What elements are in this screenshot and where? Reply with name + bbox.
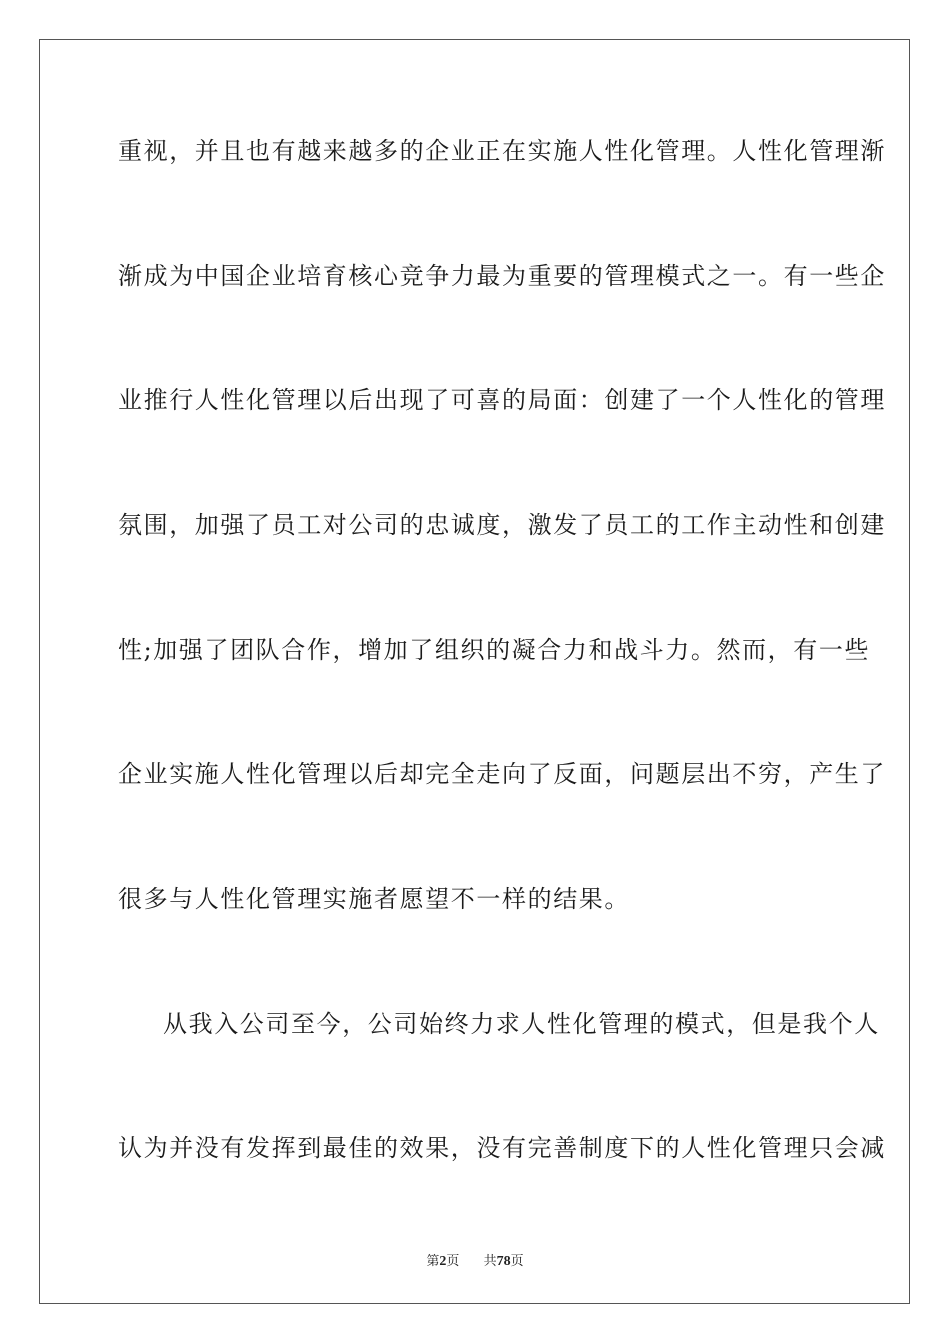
text-line: 重视，并且也有越来越多的企业正在实施人性化管理。人性化管理渐 [118,137,886,165]
total-suffix: 页 [510,1254,524,1269]
text-line: 业推行人性化管理以后出现了可喜的局面：创建了一个人性化的管理 [118,386,886,414]
text-line: 企业实施人性化管理以后却完全走向了反面，问题层出不穷，产生了 [118,760,886,788]
text-line: 很多与人性化管理实施者愿望不一样的结果。 [118,885,630,913]
text-line: 氛围，加强了员工对公司的忠诚度，激发了员工的工作主动性和创建 [118,511,886,539]
page-suffix: 页 [446,1254,460,1269]
page-footer [0,1250,950,1270]
total-pages: 78 [496,1254,511,1269]
text-line: 性;加强了团队合作，增加了组织的凝合力和战斗力。然而，有一些 [118,636,871,664]
page-border [39,39,910,1304]
text-line: 认为并没有发挥到最佳的效果，没有完善制度下的人性化管理只会减 [118,1134,886,1162]
page-prefix: 第 [426,1254,440,1269]
text-line: 渐成为中国企业培育核心竞争力最为重要的管理模式之一。有一些企 [118,262,886,290]
paragraph-first-line: 从我入公司至今，公司始终力求人性化管理的模式，但是我个人 [163,1010,880,1038]
total-prefix: 共 [483,1254,497,1269]
page-number: 2 [439,1254,447,1269]
